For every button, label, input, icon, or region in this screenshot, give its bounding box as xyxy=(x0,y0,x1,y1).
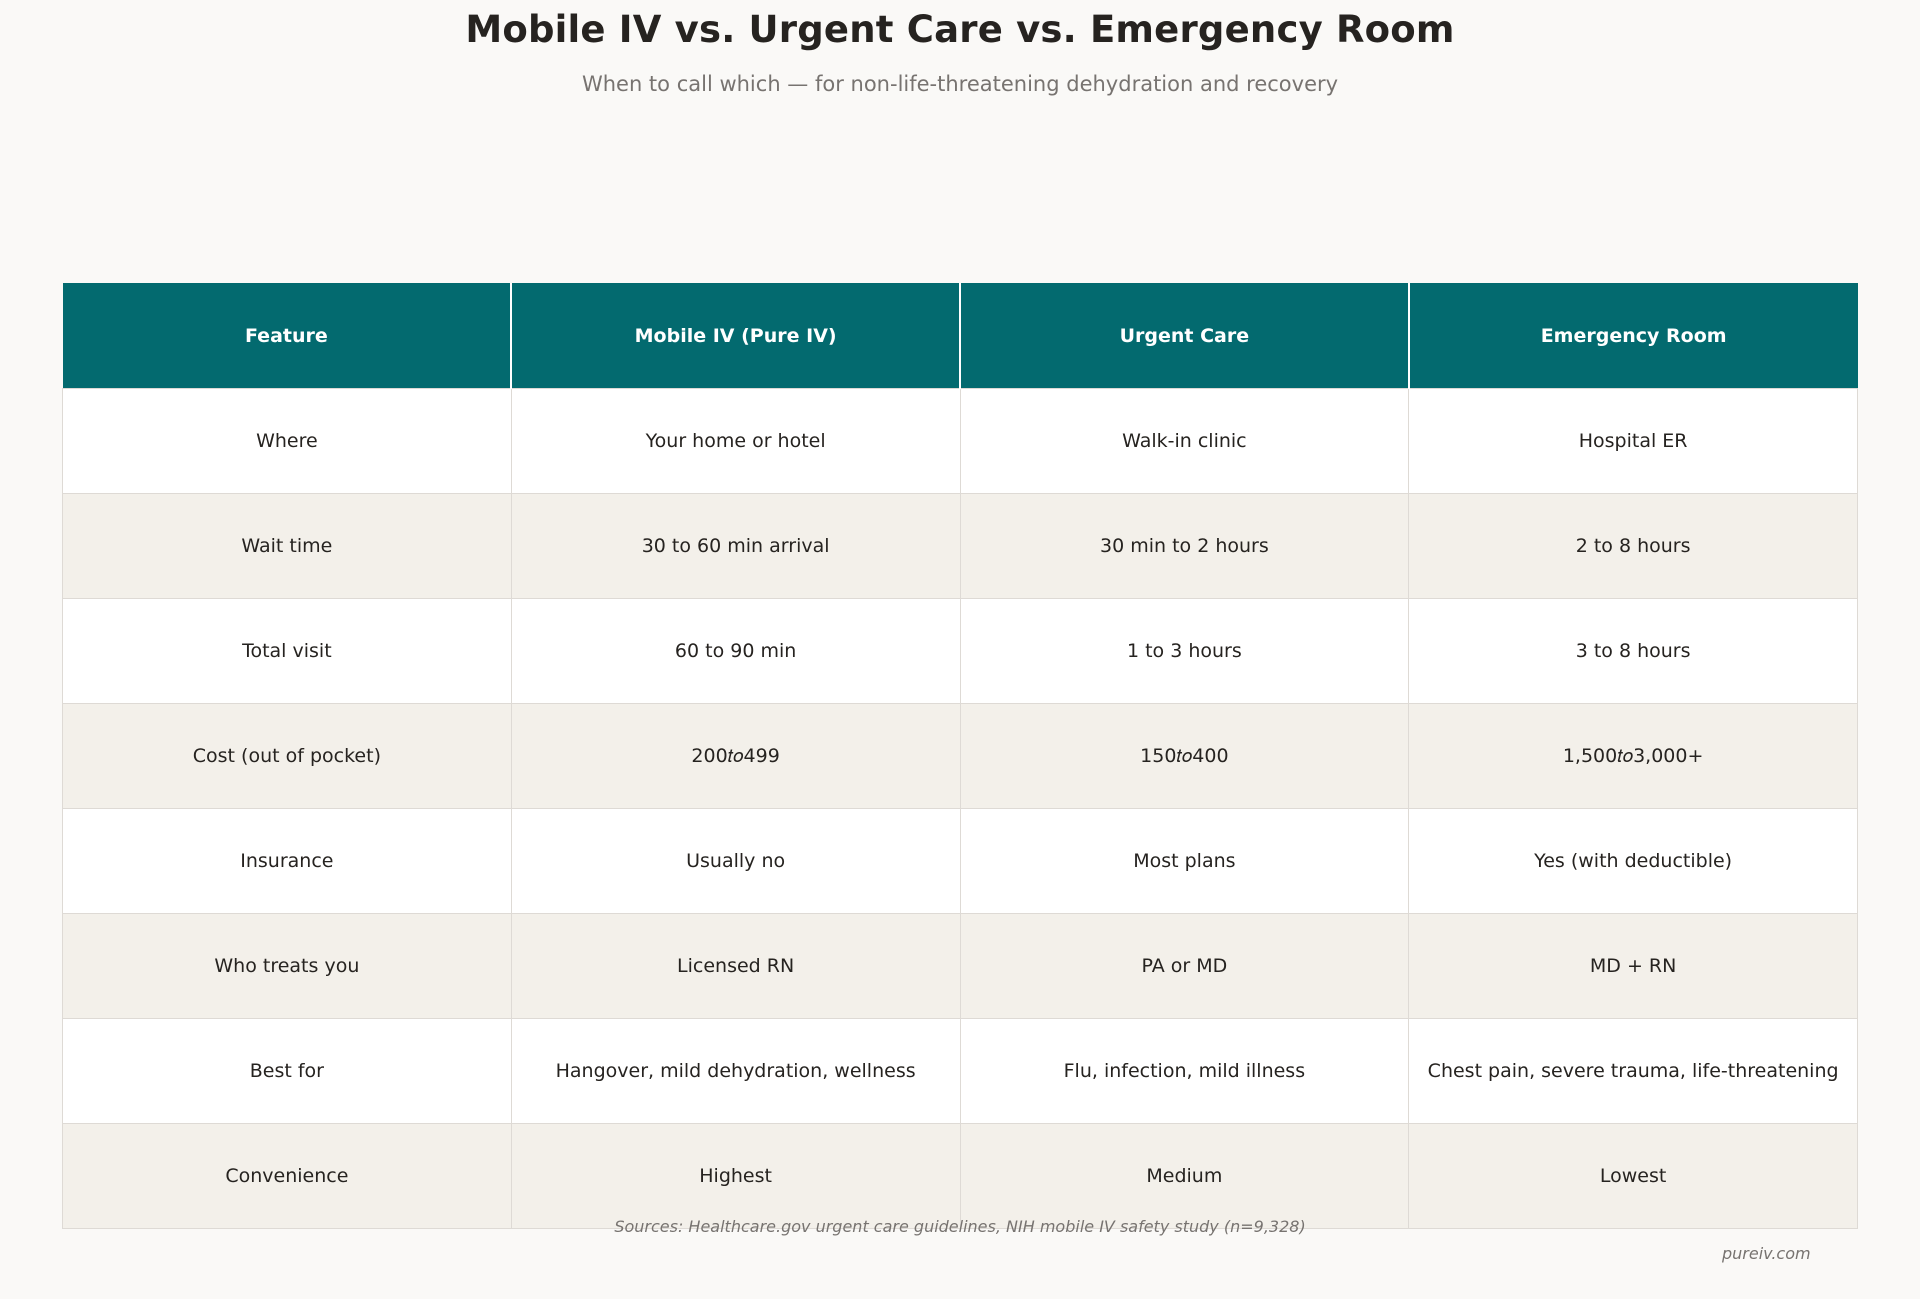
feature-cell: Insurance xyxy=(63,809,512,914)
feature-cell: Best for xyxy=(63,1019,512,1124)
mobile-iv-cell: 30 to 60 min arrival xyxy=(511,494,960,599)
urgent-care-cell: 1 to 3 hours xyxy=(960,599,1409,704)
table-row xyxy=(63,1124,1858,1229)
feature-cell: Total visit xyxy=(63,599,512,704)
urgent-care-cell: 30 min to 2 hours xyxy=(960,494,1409,599)
urgent-care-cell: Most plans xyxy=(960,809,1409,914)
emergency-room-cell: MD + RN xyxy=(1409,914,1858,1019)
mobile-iv-cell: 200𝑡𝑜499 xyxy=(511,704,960,809)
emergency-room-cell: Chest pain, severe trauma, life-threatening xyxy=(1409,1019,1858,1124)
emergency-room-cell: Hospital ER xyxy=(1409,389,1858,494)
table-row xyxy=(63,704,1858,809)
urgent-care-cell: Flu, infection, mild illness xyxy=(960,1019,1409,1124)
brand-watermark: pureiv.com xyxy=(1722,1244,1811,1263)
emergency-room-cell: 2 to 8 hours xyxy=(1409,494,1858,599)
column-header-feature: Feature xyxy=(63,283,512,389)
column-header-mobile-iv: Mobile IV (Pure IV) xyxy=(511,283,960,389)
urgent-care-cell: Medium xyxy=(960,1124,1409,1229)
chart-subtitle: When to call which — for non-life-threatening dehydration and recovery xyxy=(581,72,1339,96)
urgent-care-cell: PA or MD xyxy=(960,914,1409,1019)
mobile-iv-cell: Licensed RN xyxy=(511,914,960,1019)
mobile-iv-cell: 60 to 90 min xyxy=(511,599,960,704)
urgent-care-cell: Walk-in clinic xyxy=(960,389,1409,494)
table-row xyxy=(63,914,1858,1019)
feature-cell: Where xyxy=(63,389,512,494)
feature-cell: Cost (out of pocket) xyxy=(63,704,512,809)
table-row xyxy=(63,1019,1858,1124)
mobile-iv-cell: Usually no xyxy=(511,809,960,914)
table-row xyxy=(63,494,1858,599)
feature-cell: Convenience xyxy=(63,1124,512,1229)
comparison-table xyxy=(62,283,1858,1229)
chart-title: Mobile IV vs. Urgent Care vs. Emergency Room xyxy=(465,8,1455,51)
emergency-room-cell: Lowest xyxy=(1409,1124,1858,1229)
table-row xyxy=(63,599,1858,704)
table-row xyxy=(63,809,1858,914)
table-row xyxy=(63,389,1858,494)
source-note: Sources: Healthcare.gov urgent care guidelines, NIH mobile IV safety study (n=9,328) xyxy=(614,1217,1306,1236)
urgent-care-cell: 150𝑡𝑜400 xyxy=(960,704,1409,809)
emergency-room-cell: Yes (with deductible) xyxy=(1409,809,1858,914)
mobile-iv-cell: Highest xyxy=(511,1124,960,1229)
column-header-emergency-room: Emergency Room xyxy=(1409,283,1858,389)
column-header-urgent-care: Urgent Care xyxy=(960,283,1409,389)
emergency-room-cell: 1,500𝑡𝑜3,000+ xyxy=(1409,704,1858,809)
feature-cell: Who treats you xyxy=(63,914,512,1019)
mobile-iv-cell: Hangover, mild dehydration, wellness xyxy=(511,1019,960,1124)
emergency-room-cell: 3 to 8 hours xyxy=(1409,599,1858,704)
mobile-iv-cell: Your home or hotel xyxy=(511,389,960,494)
table-header-row xyxy=(63,283,1858,389)
feature-cell: Wait time xyxy=(63,494,512,599)
